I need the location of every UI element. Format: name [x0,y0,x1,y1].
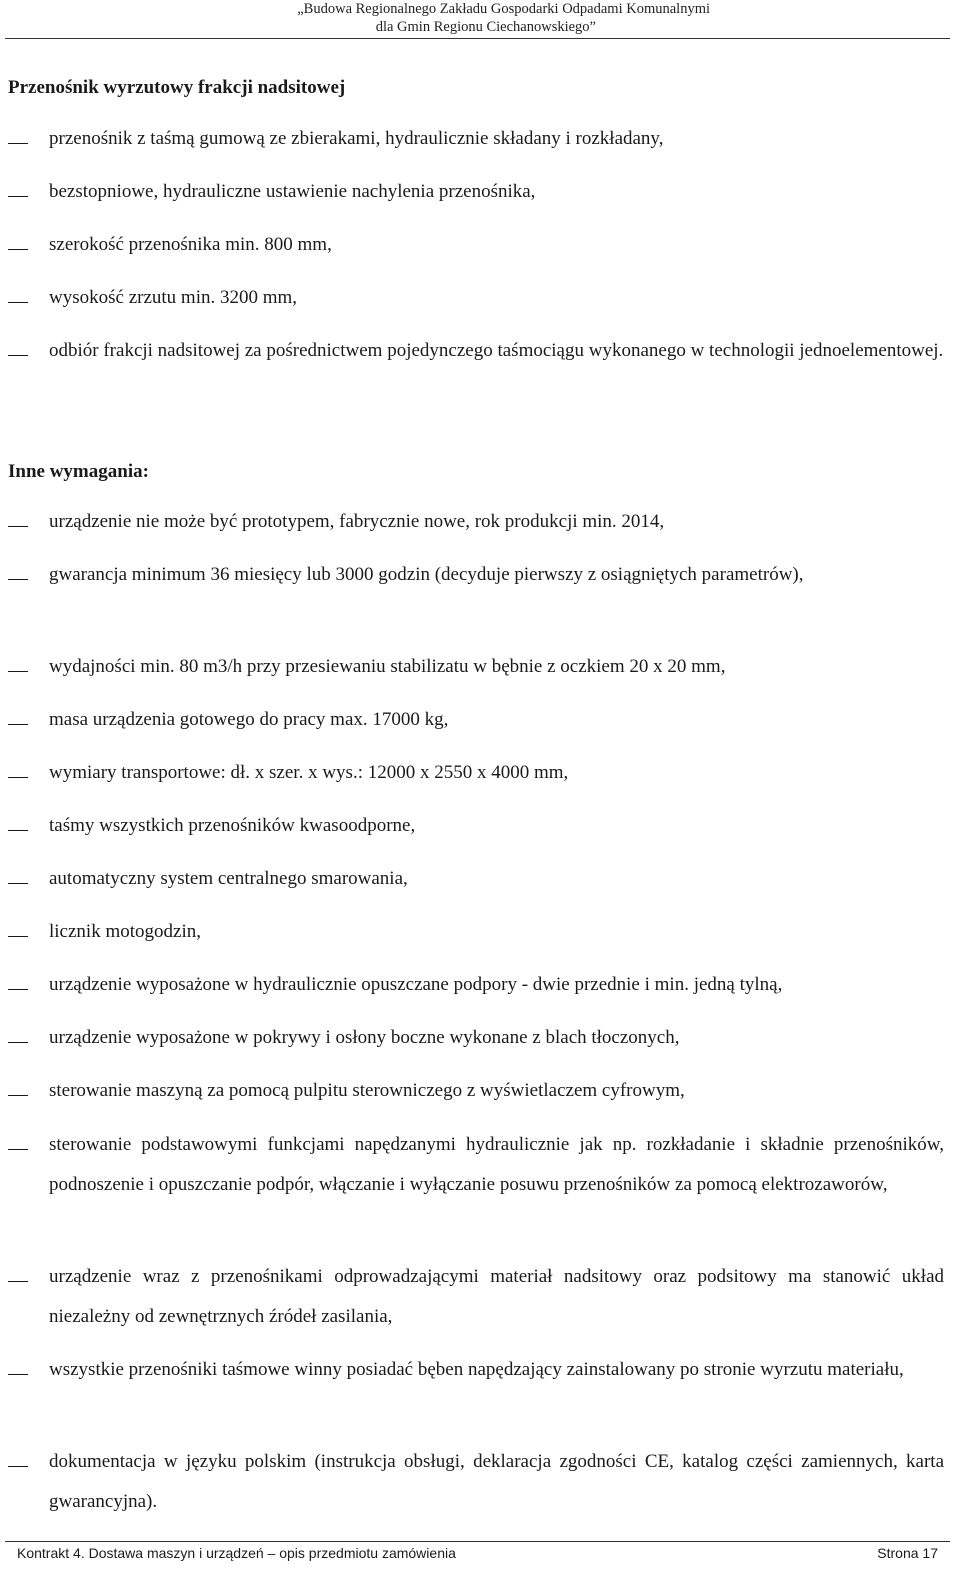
list-item-text: urządzenie wraz z przenośnikami odprowadzającymi materiał nadsitowy oraz podsitowy ma stanowić układ niezależny od zewnętrznych źródeł zasilania, [49,1266,944,1327]
header-title-line2: dla Gmin Regionu Ciechanowskiego” [375,19,596,35]
dash-bullet-icon [8,249,28,250]
footer-divider [5,1541,950,1542]
section-heading-conveyor: Przenośnik wyrzutowy frakcji nadsitowej [8,77,346,98]
list-item-text: wszystkie przenośniki taśmowe winny posiadać bęben napędzający zainstalowany po stronie wyrzutu materiału, [49,1359,904,1380]
dash-bullet-icon [8,302,28,303]
list-item-text: urządzenie wyposażone w pokrywy i osłony boczne wykonane z blach tłoczonych, [49,1027,680,1048]
dash-bullet-icon [8,936,28,937]
dash-bullet-icon [8,1466,28,1467]
list-item-text: urządzenie nie może być prototypem, fabrycznie nowe, rok produkcji min. 2014, [49,511,665,532]
dash-bullet-icon [8,1149,28,1150]
dash-bullet-icon [8,1281,28,1282]
dash-bullet-icon [8,1042,28,1043]
list-item-text: wymiary transportowe: dł. x szer. x wys.: 12000 x 2550 x 4000 mm, [49,762,569,783]
list-item-text: urządzenie wyposażone w hydraulicznie opuszczane podpory - dwie przednie i min. jedną tylną, [49,974,783,995]
list-item-text: sterowanie podstawowymi funkcjami napędzanymi hydraulicznie jak np. rozkładanie i składnie przenośników, podnoszenie i opuszczanie podpór, włączanie i wyłączanie posuwu przenośników za pomocą elektrozaworów, [49,1134,944,1195]
list-item-text: taśmy wszystkich przenośników kwasoodporne, [49,815,416,836]
list-item-text: licznik motogodzin, [49,921,201,942]
header-divider [5,38,950,39]
list-item-text: szerokość przenośnika min. 800 mm, [49,234,332,255]
list-item-text: masa urządzenia gotowego do pracy max. 17000 kg, [49,709,449,730]
header-title-line1: „Budowa Regionalnego Zakładu Gospodarki Odpadami Komunalnymi [297,1,710,17]
dash-bullet-icon [8,579,28,580]
dash-bullet-icon [8,830,28,831]
dash-bullet-icon [8,671,28,672]
list-item-text: wysokość zrzutu min. 3200 mm, [49,287,298,308]
dash-bullet-icon [8,143,28,144]
dash-bullet-icon [8,883,28,884]
dash-bullet-icon [8,724,28,725]
dash-bullet-icon [8,196,28,197]
list-item-text: bezstopniowe, hydrauliczne ustawienie nachylenia przenośnika, [49,181,536,202]
list-item-text: sterowanie maszyną za pomocą pulpitu sterowniczego z wyświetlaczem cyfrowym, [49,1080,685,1101]
list-item-text: gwarancja minimum 36 miesięcy lub 3000 godzin (decyduje pierwszy z osiągniętych parametrów), [49,564,804,585]
list-item-text: odbiór frakcji nadsitowej za pośrednictwem pojedynczego taśmociągu wykonanego w technologii jednoelementowej. [49,340,944,361]
section-heading-other-requirements: Inne wymagania: [8,461,149,482]
list-item-text: dokumentacja w języku polskim (instrukcja obsługi, deklaracja zgodności CE, katalog części zamiennych, karta gwarancyjna). [49,1451,944,1512]
list-item-text: przenośnik z taśmą gumową ze zbierakami, hydraulicznie składany i rozkładany, [49,128,664,149]
dash-bullet-icon [8,526,28,527]
dash-bullet-icon [8,355,28,356]
page-number: Strona 17 [877,1545,938,1561]
list-item-text: automatyczny system centralnego smarowania, [49,868,408,889]
list-item-text: wydajności min. 80 m3/h przy przesiewaniu stabilizatu w bębnie z oczkiem 20 x 20 mm, [49,656,726,677]
dash-bullet-icon [8,1095,28,1096]
dash-bullet-icon [8,777,28,778]
footer-contract-title: Kontrakt 4. Dostawa maszyn i urządzeń – opis przedmiotu zamówienia [17,1545,456,1561]
dash-bullet-icon [8,989,28,990]
dash-bullet-icon [8,1374,28,1375]
